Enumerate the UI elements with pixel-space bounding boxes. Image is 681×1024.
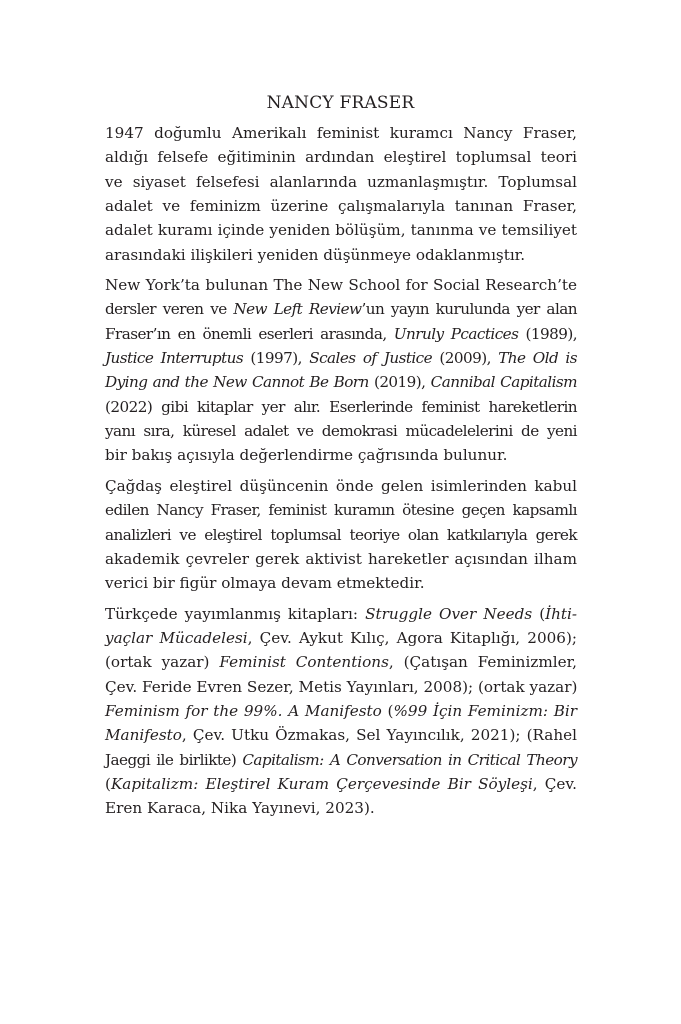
text-run: analizleri ve eleştirel toplumsal teoriye olan katkılarıyla gerek bbox=[105, 525, 577, 544]
text-line bbox=[105, 602, 577, 626]
text-line bbox=[105, 474, 577, 498]
text-line bbox=[105, 523, 577, 547]
text-run: , (Çatışan Feminizmler, bbox=[388, 653, 577, 672]
title-italic: Unruly Pcactices bbox=[393, 324, 519, 343]
text-run: adalet kuramı içinde yeniden bölüşüm, tanınma ve temsiliyet bbox=[105, 221, 577, 240]
text-run: Jaeggi ile birlikte) bbox=[105, 750, 243, 769]
text-run: verici bir figür olmaya devam etmektedir. bbox=[105, 574, 425, 593]
paragraph bbox=[105, 602, 577, 821]
text-run: (2022) gibi kitaplar yer alır. Eserlerinde feminist hareketlerin bbox=[105, 397, 577, 416]
text-run: akademik çevreler gerek aktivist hareketler açısından ilham bbox=[105, 549, 577, 568]
text-line bbox=[105, 772, 577, 796]
text-line bbox=[105, 498, 577, 522]
text-run: , Çev. Utku Özmakas, Sel Yayıncılık, 2021); (Rahel bbox=[181, 726, 577, 745]
text-line bbox=[105, 395, 577, 419]
text-run: 1947 doğumlu Amerikalı feminist kuramcı Nancy Fraser, bbox=[105, 124, 577, 142]
text-line bbox=[105, 322, 577, 346]
title-italic: Feminist Contentions bbox=[219, 653, 389, 672]
title-italic: Cannibal Capitalism bbox=[430, 373, 577, 392]
text-line bbox=[105, 675, 577, 699]
text-run: dersler veren ve bbox=[105, 300, 234, 319]
paragraph bbox=[105, 474, 577, 596]
text-line bbox=[105, 297, 577, 321]
text-run: (ortak yazar) bbox=[105, 653, 220, 672]
text-run: New York’ta bulunan The New School for Social Research’te bbox=[105, 276, 577, 295]
title-italic: Dying and the New Cannot Be Born bbox=[105, 373, 369, 392]
title-italic: Justice Interruptus bbox=[105, 349, 244, 368]
text-run: ’un yayın kurulunda yer alan bbox=[361, 300, 577, 319]
text-line bbox=[105, 419, 577, 443]
text-run: ( bbox=[105, 774, 111, 793]
text-line bbox=[105, 218, 577, 242]
text-line bbox=[105, 346, 577, 370]
text-line bbox=[105, 723, 577, 747]
title-italic: Feminism for the 99%. A Manifesto bbox=[105, 701, 382, 720]
text-run: adalet ve feminizm üzerine çalışmalarıyla tanınan Fraser, bbox=[105, 197, 577, 216]
biography-text bbox=[105, 121, 577, 827]
text-line bbox=[105, 170, 577, 194]
title-italic: Kapitalizm: Eleştirel Kuram Çerçevesinde Bir Söyleşi bbox=[110, 774, 533, 793]
title-italic: Struggle Over Needs bbox=[365, 604, 533, 623]
text-line bbox=[105, 443, 577, 467]
text-line bbox=[105, 626, 577, 650]
title-italic: Scales of Justice bbox=[309, 349, 433, 368]
title-italic: New Left Review bbox=[233, 300, 362, 319]
text-run: ( bbox=[532, 604, 546, 623]
text-run: (2009), bbox=[432, 349, 499, 368]
text-run: (2019), bbox=[368, 373, 431, 392]
text-line bbox=[105, 547, 577, 571]
text-run: Çev. Feride Evren Sezer, Metis Yayınları, 2008); (ortak yazar) bbox=[105, 677, 578, 696]
text-line bbox=[105, 370, 577, 394]
text-line bbox=[105, 571, 577, 595]
text-line bbox=[105, 194, 577, 218]
text-line bbox=[105, 273, 577, 297]
text-run: , Çev. bbox=[532, 774, 577, 793]
text-line bbox=[105, 796, 577, 820]
text-run: Eren Karaca, Nika Yayınevi, 2023). bbox=[105, 799, 375, 818]
text-run: Fraser’ın en önemli eserleri arasında, bbox=[105, 324, 394, 343]
text-run: yanı sıra, küresel adalet ve demokrasi mücadelelerini de yeni bbox=[105, 422, 577, 441]
text-run: (1989), bbox=[518, 324, 577, 343]
text-run: aldığı felsefe eğitiminin ardından eleştirel toplumsal teori bbox=[105, 148, 577, 167]
text-line bbox=[105, 243, 577, 267]
text-run: edilen Nancy Fraser, feminist kuramın ötesine geçen kapsamlı bbox=[105, 501, 577, 520]
text-line bbox=[105, 121, 577, 145]
title-italic: İhti- bbox=[545, 604, 577, 623]
text-run: arasındaki ilişkileri yeniden düşünmeye odaklanmıştır. bbox=[105, 245, 526, 264]
text-run: ve siyaset felsefesi alanlarında uzmanlaşmıştır. Toplumsal bbox=[105, 172, 577, 191]
text-line bbox=[105, 699, 577, 723]
title-italic: yaçlar Mücadelesi bbox=[105, 628, 248, 647]
title-italic: The Old is bbox=[498, 349, 577, 368]
title-italic: Capitalism: A Conversation in Critical Theory bbox=[242, 750, 578, 769]
text-line bbox=[105, 650, 577, 674]
text-run: (1997), bbox=[243, 349, 310, 368]
text-line bbox=[105, 145, 577, 169]
page-title: NANCY FRASER bbox=[266, 93, 415, 113]
title-italic: %99 İçin Feminizm: Bir bbox=[393, 701, 577, 720]
text-run: bir bakış açısıyla değerlendirme çağrısında bulunur. bbox=[105, 446, 508, 465]
paragraph bbox=[105, 121, 577, 267]
text-run: ( bbox=[381, 701, 394, 720]
paragraph bbox=[105, 273, 577, 468]
text-run: Çağdaş eleştirel düşüncenin önde gelen isimlerinden kabul bbox=[105, 476, 577, 495]
text-run: Türkçede yayımlanmış kitapları: bbox=[105, 604, 366, 623]
text-run: , Çev. Aykut Kılıç, Agora Kitaplığı, 2006); bbox=[247, 628, 577, 647]
text-line bbox=[105, 748, 577, 772]
title-italic: Manifesto bbox=[105, 726, 182, 745]
